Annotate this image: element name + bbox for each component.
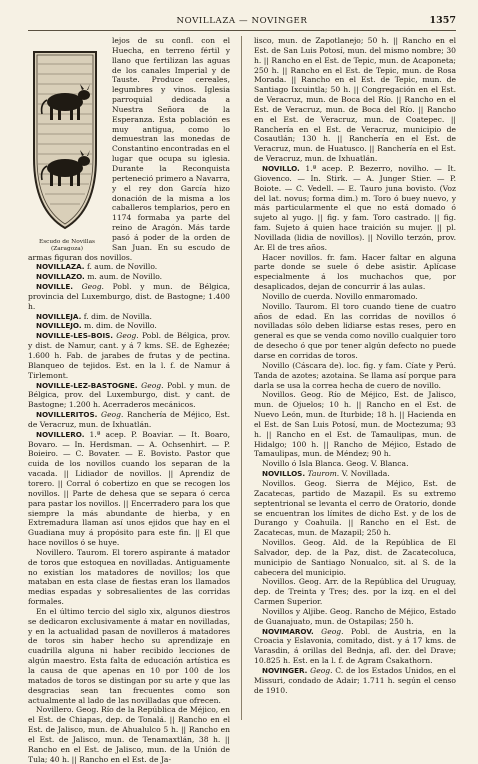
- entry-text: m. dim. de Novillo.: [81, 321, 157, 331]
- column-divider: [241, 36, 242, 720]
- caption-line-2: (Zaragoza): [51, 245, 83, 252]
- entry-headword: NOVILLE-LEZ-BASTOGNE.: [36, 380, 138, 390]
- entry-text: Ranchería de Méjico, Est. de Veracruz, mun. de Ixhuatlán.: [28, 410, 230, 429]
- dictionary-page: [28, 14, 456, 764]
- dictionary-entry: [254, 459, 456, 469]
- dictionary-entry: [28, 262, 230, 272]
- dictionary-entry: [254, 666, 456, 696]
- entry-label: Taurom.: [305, 469, 340, 479]
- page-number: 1357: [429, 15, 456, 26]
- entry-text: Pobl. de Austria, en la Croacia y Eslavonia, comitado, dist. y á 17 kms. de Varasdin, á orillas del Bednja, afl. der. del Drave; 10.825 h. Est. en la l. f. de Agram Csakathorn.: [254, 626, 456, 666]
- coat-of-arms-image: [28, 40, 102, 236]
- entry-text: Novillos. Geog. Ald. de la República de El Salvador, dep. de la Paz, dist. de Zacatecoluca, municipio de Santiago Nonualco, sit. al S. de la cabecera del municipio.: [254, 538, 456, 577]
- entry-label: Geog.: [97, 410, 124, 420]
- dictionary-entry: [254, 292, 456, 302]
- entry-text: Novillos. Geog. Sierra de Méjico, Est. de Zacatecas, partido de Mazapil. Es su extremo septentrional se levanta el cerro de Oratorio, donde se encuentran los límites de dicho Est. y de los de Durango y Coahuila. || Rancho en el Est. de Zacatecas, mun. de Mazapil; 250 h.: [254, 478, 456, 538]
- dictionary-entry: [28, 410, 230, 430]
- dictionary-entry: [28, 430, 230, 548]
- dictionary-entry: [254, 390, 456, 459]
- dictionary-entry: [28, 607, 230, 705]
- left-column: [28, 36, 230, 764]
- entry-text: V. Novillada.: [339, 469, 390, 479]
- dictionary-entry: [28, 381, 230, 411]
- entry-text: 1.ª acep. P. Bezerro, novilho. — It. Giovenco. — In. Stirk. — A. Junger Stier. — P. Boiote. — C. Vedell. — E. Tauro juna bovisto. (Voz del lat. novus; forma dim.) m. Toro ó buey nuevo, y más particularmente el que no está domado ó sujeto al yugo. || fig. y fam. Toro castrado. || fig. fam. Sujeto á quien hace traición su mujer. || pl. Novillada (lidia de novillos). || Novillo terzón, prov. Ar. El de tres años.: [254, 163, 456, 252]
- entry-text: C. de los Estados Unidos, en el Missuri, condado de Adair; 1.711 h. según el censo de 1910.: [254, 666, 456, 695]
- entry-text: Novillos. Geog. Arr. de la República del Uruguay, dep. de Treinta y Tres; des. por la izq. en el del Carmen Superior.: [254, 577, 456, 607]
- dictionary-entry: [254, 164, 456, 253]
- entry-headword: NOVILLE-LES-BOIS.: [36, 331, 114, 341]
- dictionary-entry: [254, 607, 456, 627]
- dictionary-entry: [28, 282, 230, 312]
- entry-text: f. aum. de Novillo.: [84, 262, 158, 272]
- entry-headword: NOVINGER.: [262, 666, 308, 675]
- entry-text: Novillero. Taurom. El torero aspirante á matador de toros que estoquea en novilladas. Antiguamente no existían los matadores de novillos; los que mataban en esta clase de fiestas eran los llamados medias espadas y sobresalientes de las corridas formales.: [28, 547, 230, 607]
- entry-headword: NOVILLO.: [262, 163, 300, 173]
- dictionary-entry: [254, 253, 456, 292]
- right-column: [254, 36, 456, 696]
- entry-text: lisco, mun. de Zapotlanejo; 50 h. || Rancho en el Est. de San Luis Potosí, mun. del mismo nombre; 30 h. || Rancho en el Est. de Tepic, mun. de Acaponeta; 250 h. || Rancho en el Est. de Tepic, mun. de Rosa Morada. || Rancho en el Est. de Tepic, mun. de Santiago Ixcuintla; 50 h. || Congregación en el Est. de Veracruz, mun. de Boca del Río. || Rancho en el Est. de Veracruz, mun. de Boca del Río. || Rancho en el Est. de Veracruz, mun. de Coatepec. || Ranchería en el Est. de Veracruz, municipio de Cosautlán; 130 h. || Ranchería en el Est. de Veracruz, mun. de Huatusco. || Ranchería en el Est. de Veracruz, mun. de Ixhuatlán.: [254, 36, 456, 164]
- entry-text: En el último tercio del siglo xix, algunos diestros se dedicaron exclusivamente á matar en novilladas, y en la actualidad pasan de novilleros á matadores de toros sin haber hecho su aprendizaje en cuadrilla alguna ni haber recibido lecciones de algún maestro. Esta falta de educación artística es la causa de que apenas en 10 por 100 de los matados de toros se distingan por su arte y que las desgracias sean tan frecuentes como son actualmente al lado de las novilladas que ofrecen.: [28, 606, 230, 705]
- entry-headword: NOVILLEJA.: [36, 311, 82, 321]
- dictionary-entry: [254, 36, 456, 164]
- entry-headword: NOVIMAROV.: [262, 626, 314, 636]
- caption-line-1: Escudo de Novillas: [38, 238, 96, 245]
- dictionary-entry: [254, 538, 456, 577]
- running-title: NOVILLAZA — NOVINGER: [176, 16, 308, 26]
- dictionary-entry: [28, 548, 230, 607]
- entry-label: Geog.: [307, 666, 333, 675]
- coat-of-arms-figure: [28, 40, 106, 252]
- entry-headword: NOVILLAZO.: [36, 272, 85, 282]
- dictionary-entry: [254, 627, 456, 666]
- dictionary-entry: [254, 577, 456, 607]
- dictionary-entry: [254, 479, 456, 538]
- entry-headword: NOVILLERITOS.: [36, 410, 98, 420]
- entry-headword: NOVILLEJO.: [36, 321, 82, 331]
- entry-text: Novillo de cuerda. Novillo enmaromado.: [262, 291, 418, 301]
- entry-text: Novillo. Taurom. El toro cuando tiene de cuatro años de edad. En las corridas de novillos ó novilladas sólo deben lidiarse estas reses, pero en general es que se venda como novillo cualquier toro de desecho ó que por tener algún defecto no puede darse en corridas de toros.: [254, 301, 456, 360]
- dictionary-entry: [254, 469, 456, 479]
- page-header: [28, 14, 456, 31]
- dictionary-entry: [28, 312, 230, 322]
- entry-text: m. aum. de Novillo.: [84, 272, 163, 282]
- coat-of-arms-caption: [28, 239, 106, 253]
- dictionary-entry: [28, 321, 230, 331]
- entry-text: lejos de su confl. con el Huecha, en terreno fértil y llano que fertilizan las aguas de los canales Imperial y de Tauste. Produce cereales, legumbres y vinos. Iglesia parroquial dedicada a Nuestra Señora de la Esperanza. Esta población es muy antigua, como lo demuestran las monedas de Constantino encontradas en el lugar que ocupa su iglesia. Durante la Reconquista perteneció primero a Navarra, y el rey don García hizo donación de la misma a los caballeros templarios, pero en 1174 formaba ya parte del reino de Aragón. Más tarde pasó á poder de la orden de San Juan. En su escudo de armas figuran dos novillos.: [28, 36, 230, 262]
- entry-text: Pobl. de Bélgica, prov. y dist. de Namur, cant. y á 7 kms. SE. de Eghezée; 1.600 h. Fab. de jarabes de frutas y de pectina. Blanqueo de tejidos. Est. en la l. f. de Namur á Tirlemont.: [28, 331, 230, 380]
- entry-label: Geog.: [137, 380, 164, 390]
- entry-text: Novillos. Geog. Río de Méjico, Est. de Jalisco, mun. de Ojuelos; 10 h. || Rancho en el Est. de Nuevo León, mun. de Iturbide; 18 h. || Hacienda en el Est. de San Luis Potosí, mun. de Moctezuma; 93 h. || Rancho en el Est. de Tamaulipas, mun. de Hidalgo; 100 h. || Rancho de Méjico, Estado de Tamaulipas, mun. de Méndez; 90 h.: [254, 390, 456, 459]
- dictionary-entry: [28, 272, 230, 282]
- entry-label: Geog.: [113, 331, 139, 341]
- entry-label: Geog.: [72, 282, 104, 292]
- dictionary-entry: [254, 361, 456, 391]
- entry-headword: NOVILLERO.: [36, 429, 85, 439]
- entry-text: Novillero. Geog. Río de la República de Méjico, en el Est. de Chiapas, dep. de Tonalá. || Rancho en el Est. de Jalisco, mun. de Ahualulco 5 h. || Rancho en el Est. de Jalisco, mun. de Tenamaxtlán, 38 h. || Rancho en el Est. de Jalisco, mun. de la Unión de Tula; 40 h. || Rancho en el Est. de Ja-: [28, 705, 231, 764]
- text-columns: [28, 36, 456, 764]
- entry-label: Geog.: [313, 626, 344, 636]
- entry-headword: NOVILLAZA.: [36, 262, 85, 272]
- dictionary-entry: [254, 302, 456, 361]
- entry-text: f. dim. de Novilla.: [81, 311, 152, 321]
- entry-text: Pobl. y mun. de Bélgica, provincia del Luxemburgo, dist. de Bastogne; 1.400 h.: [28, 282, 230, 311]
- entry-text: Novillo (Cáscara de). loc. fig. y fam. Cíate y Perú. Tanda de azotes; azotaina. Se llama así porque para darla se usa la correa hecha de cuero de novillo.: [254, 360, 456, 390]
- dictionary-entry: [28, 331, 230, 380]
- entry-text: Pobl. y mun. de Bélgica, prov. del Luxemburgo, dist. y cant. de Bastogne; 1.200 h. Acerraderos mecánicos.: [28, 380, 230, 410]
- entry-text: 1.ª acep. P. Boaviar. — It. Boaro, Bovaro. — In. Herdsman. — A. Ochsenhirt. — P. Boieiro. — C. Bovater. — E. Bovisto. Pastor que cuida de los novillos cuando los separan de la vacada. || Lidiador de novillos. || Aprendiz de torero. || Corral ó cobertizo en que se recogen los novillos. || Parte de dehesa que se separa ó cerca para pastar los novillos. || Encerradero para los que siempre la más abundante de hierba, y en Extremadura llaman así unos ejidos que hay en el Guadiana muy á propósito para este fin. || El que hace novillos ó se huye.: [28, 429, 230, 548]
- entry-text: Novillos y Aljibe. Geog. Rancho de Méjico, Estado de Guanajuato, mun. de Ostapilas; 250 h.: [254, 606, 456, 626]
- entry-headword: NOVILLE.: [36, 282, 73, 292]
- entry-text: Novillo ó Isla Blanca. Geog. V. Blanca.: [262, 459, 409, 469]
- entry-headword: NOVILLOS.: [262, 469, 306, 479]
- entry-text: Hacer novillos. fr. fam. Hacer faltar en alguna parte donde se suele ó debe asistir. Aplícase especialmente á los muchachos que, por desaplicados, dejan de concurrir á las aulas.: [254, 252, 456, 292]
- dictionary-entry: [28, 705, 230, 764]
